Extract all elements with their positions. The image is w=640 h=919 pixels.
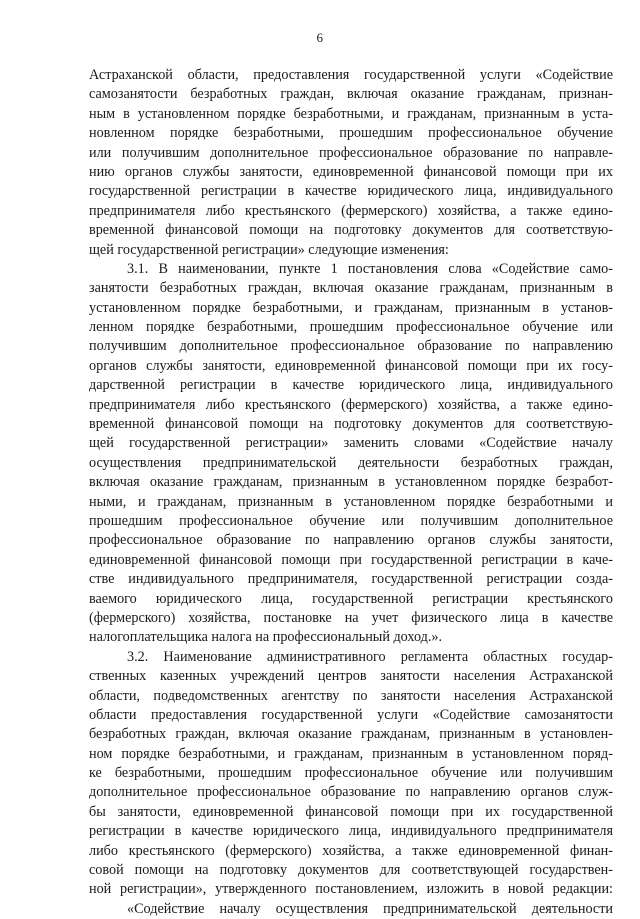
text-line: 3.2. Наименование административного регламента областных государ- bbox=[127, 648, 613, 665]
page-number: 6 bbox=[316, 30, 324, 45]
text-line: ленном порядке безработными, прошедшим профессиональное обучение или bbox=[89, 319, 613, 336]
text-line: новленном порядке безработными, прошедшим профессиональное обучение bbox=[89, 125, 613, 142]
text-line: установленном порядке безработными, и гражданам, признанным в установ- bbox=[89, 299, 613, 316]
text-line: Астраханской области, предоставления государственной услуги «Содействие bbox=[89, 67, 613, 83]
text-line: регистрации в качестве юридического лица, индивидуального предпринимателя bbox=[89, 823, 613, 840]
text-line: государственной регистрации в качестве юридического лица, индивидуального bbox=[89, 183, 613, 200]
text-line: безработных граждан, включая оказание гражданам, признанным в установлен- bbox=[89, 726, 613, 743]
text-line: предпринимателя либо крестьянского (фермерского) хозяйства, а также едино- bbox=[89, 396, 613, 413]
text-line: стве индивидуального предпринимателя, государственной регистрации созда- bbox=[89, 571, 613, 588]
text-line: самозанятости безработных граждан, включая оказание гражданам, признан- bbox=[89, 86, 613, 103]
text-line: области, подведомственных агентству по занятости населения Астраханской bbox=[89, 687, 613, 704]
text-line: ными, и гражданам, признанным в установленном порядке безработными и bbox=[89, 493, 613, 510]
text-line: прошедшим профессиональное обучение или получившим дополнительное bbox=[89, 512, 613, 529]
text-line: совой помощи на подготовку документов для соответствующей государствен- bbox=[89, 862, 613, 879]
text-line: органов службы занятости, единовременной финансовой помощи при их госу- bbox=[89, 357, 613, 374]
text-line: ном порядке безработными, и гражданам, признанным в установленном поряд- bbox=[89, 745, 613, 762]
text-line: 3.1. В наименовании, пункте 1 постановления слова «Содействие само- bbox=[127, 260, 613, 277]
text-line: временной финансовой помощи на подготовку документов для соответствую- bbox=[89, 222, 613, 239]
text-line: области предоставления государственной услуги «Содействие самозанятости bbox=[89, 706, 613, 723]
text-line: профессиональное образование по направлению органов службы занятости, bbox=[89, 532, 613, 549]
text-line: ке безработными, прошедшим профессиональное обучение или получившим bbox=[89, 765, 613, 782]
text-line: осуществления предпринимательской деятельности безработных граждан, bbox=[89, 454, 613, 471]
text-line: нию органов службы занятости, единовременной финансовой помощи при их bbox=[89, 163, 613, 180]
text-line: (фермерского) хозяйства, постановке на учет физического лица в качестве bbox=[89, 609, 613, 626]
document-body bbox=[89, 66, 613, 919]
text-line: налогоплательщика налога на профессиональный доход.». bbox=[89, 629, 443, 646]
text-line: или получившим дополнительное профессиональное образование по направле- bbox=[89, 144, 613, 161]
text-line: дополнительное профессиональное образование по направлению органов служ- bbox=[89, 784, 613, 801]
text-line: дарственной регистрации в качестве юридического лица, индивидуального bbox=[89, 377, 613, 394]
text-line: единовременной финансовой помощи при государственной регистрации в каче- bbox=[89, 551, 613, 568]
text-line: «Содействие началу осуществления предпринимательской деятельности bbox=[127, 900, 613, 917]
text-line: щей государственной регистрации» заменить словами «Содействие началу bbox=[89, 435, 613, 452]
text-line: включая оказание гражданам, признанным в установленном порядке безработ- bbox=[89, 474, 613, 491]
text-line: предпринимателя либо крестьянского (фермерского) хозяйства, а также едино- bbox=[89, 202, 613, 219]
text-line: получившим дополнительное профессиональное образование по направлению bbox=[89, 338, 613, 355]
text-line: занятости безработных граждан, включая оказание гражданам, признанным в bbox=[89, 280, 613, 297]
text-line: либо крестьянского (фермерского) хозяйства, а также единовременной финан- bbox=[89, 842, 613, 859]
text-line: щей государственной регистрации» следующие изменения: bbox=[89, 241, 449, 258]
text-line: ваемого юридического лица, государственной регистрации крестьянского bbox=[89, 590, 613, 607]
text-line: бы занятости, единовременной финансовой помощи при их государственной bbox=[89, 803, 613, 820]
text-line: временной финансовой помощи на подготовку документов для соответствую- bbox=[89, 416, 613, 433]
text-line: ной регистрации», утвержденного постановлением, изложить в новой редакции: bbox=[89, 881, 613, 898]
text-line: ным в установленном порядке безработными, и гражданам, признанным в уста- bbox=[89, 105, 613, 122]
text-line: ственных казенных учреждений центров занятости населения Астраханской bbox=[89, 668, 613, 685]
